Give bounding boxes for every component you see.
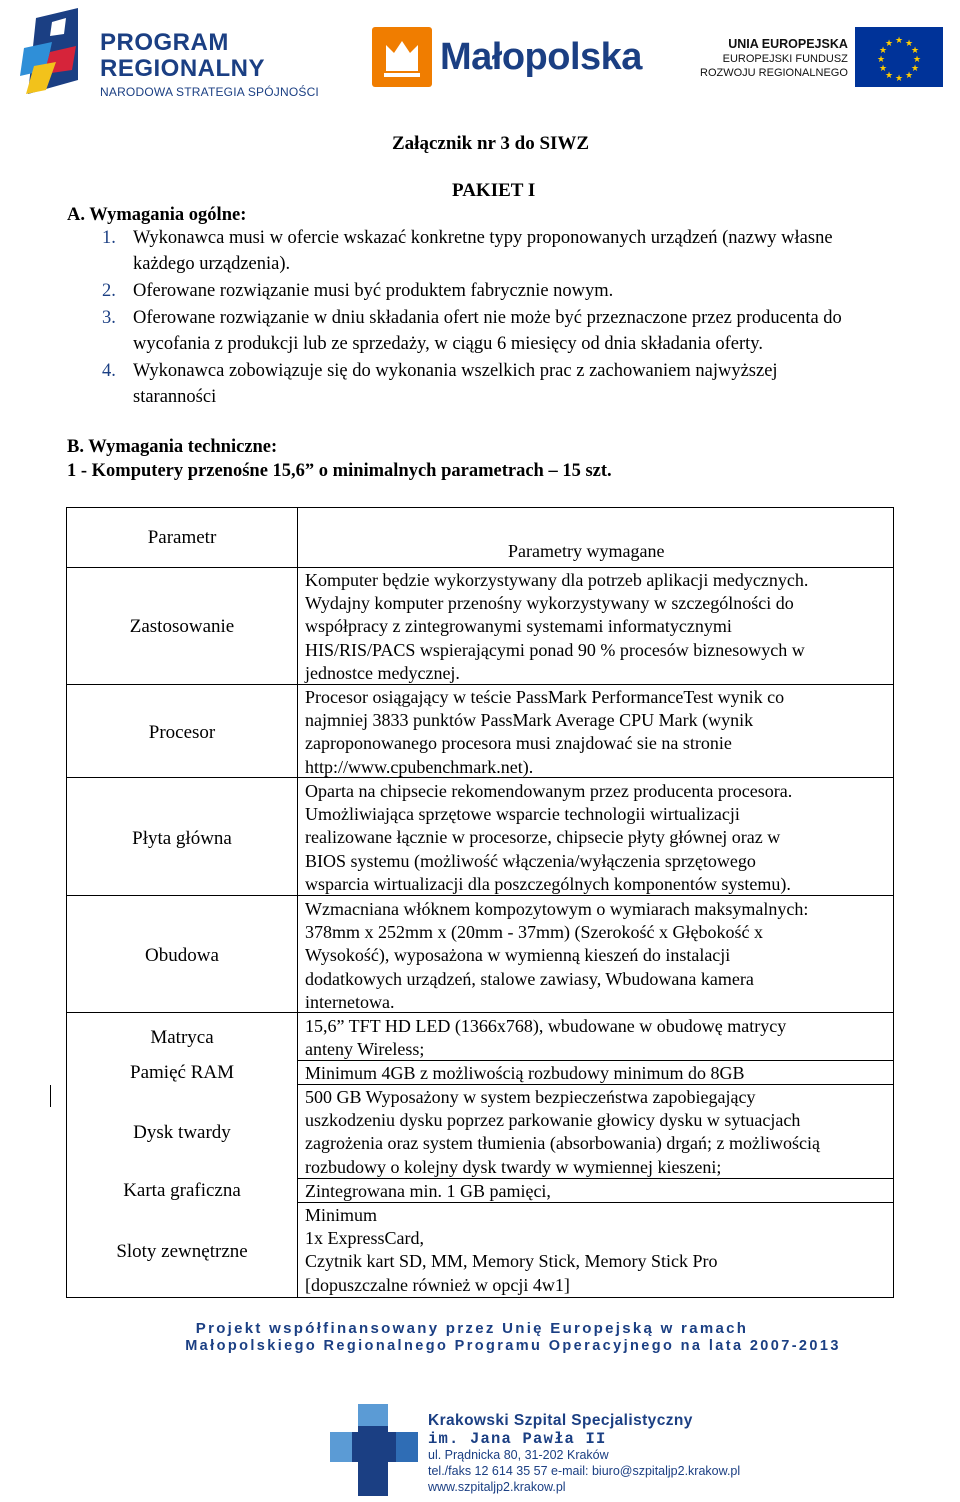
program-line1: PROGRAM (100, 29, 229, 56)
program-line2: REGIONALNY (100, 55, 266, 82)
value-line: wsparcia wirtualizacji dla poszczególnych komponentów systemu). (305, 873, 791, 894)
value-line: zaproponowanego procesora musi znajdować sie na stronie (305, 733, 732, 754)
value-line: BIOS systemu (możliwość włączenia/wyłączenia sprzętowego (305, 850, 756, 871)
malopolska-logo-icon (372, 27, 432, 87)
param-sloty-zewnetrzne: Sloty zewnętrzne (116, 1241, 248, 1262)
svg-text:★: ★ (884, 39, 894, 49)
value-line: zagrożenia oraz system tłumienia (absorbowania) drgań; z możliwością (305, 1133, 820, 1154)
hospital-name-line1: Krakowski Szpital Specjalistyczny (428, 1412, 693, 1429)
list-item-line: Oferowane rozwiązanie musi być produktem fabrycznie nowym. (133, 281, 614, 301)
eu-line2: EUROPEJSKI FUNDUSZ (722, 53, 848, 65)
value-line: Minimum (305, 1205, 378, 1225)
hospital-website[interactable]: www.szpitaljp2.krakow.pl (428, 1480, 566, 1494)
list-item-line: wycofania z produkcji lub ze sprzedaży, w ciągu 6 miesięcy od dnia składania oferty. (133, 334, 763, 354)
svg-text:★: ★ (878, 64, 888, 74)
section-b-heading: B. Wymagania techniczne: (67, 437, 278, 457)
header-logos (0, 0, 960, 115)
param-matryca: Matryca (150, 1027, 214, 1048)
value-line: Wydajny komputer przenośny wykorzystywany w szczególności do (305, 593, 794, 614)
section-a-heading: A. Wymagania ogólne: (67, 205, 247, 225)
table-header-param: Parametr (147, 527, 217, 548)
list-item-line: Wykonawca zobowiązuje się do wykonania wszelkich prac z zachowaniem najwyższej (133, 361, 778, 381)
list-item-number: 1. (102, 228, 116, 248)
value-line: 378mm x 252mm x (20mm - 37mm) (Szerokość x Głębokość x (305, 922, 763, 943)
value-pamiec-ram (305, 1062, 744, 1085)
margin-change-bar (50, 1085, 51, 1107)
value-line: uszkodzeniu dysku poprzez parkowanie głowicy dysku w sytuacjach (305, 1110, 801, 1131)
hospital-name-line2: im. Jana Pawła II (428, 1430, 607, 1448)
table-header-required: Parametry wymagane (508, 541, 665, 561)
value-line: realizowane łącznie w procesorze, chipsecie płyty głównej oraz w (305, 827, 781, 848)
param-dysk-twardy: Dysk twardy (133, 1122, 231, 1143)
eu-flag-icon (855, 27, 943, 87)
list-item-line: Wykonawca musi w ofercie wskazać konkretne typy proponowanych urządzeń (nazwy własne (133, 228, 833, 248)
hospital-contact[interactable]: tel./faks 12 614 35 57 e-mail: biuro@szpitaljp2.krakow.pl (428, 1464, 741, 1478)
table-row-divider (66, 567, 894, 568)
program-regionalny-logo-icon (16, 8, 96, 108)
param-procesor: Procesor (148, 722, 216, 743)
value-line: Procesor osiągający w teście PassMark PerformanceTest wynik co (305, 687, 785, 707)
value-line: Zintegrowana min. 1 GB pamięci, (305, 1181, 551, 1201)
document-title: Załącznik nr 3 do SIWZ (392, 133, 590, 154)
list-item-line: każdego urządzenia). (133, 254, 291, 274)
value-line: anteny Wireless; (305, 1039, 425, 1060)
table-column-divider (297, 507, 298, 1298)
param-zastosowanie: Zastosowanie (129, 616, 235, 637)
value-line: Komputer będzie wykorzystywany dla potrzeb aplikacji medycznych. (305, 570, 809, 590)
footer-line1: Projekt współfinansowany przez Unię Europejską w ramach (195, 1320, 749, 1337)
svg-text:★: ★ (876, 55, 886, 65)
package-title: PAKIET I (452, 180, 536, 201)
footer-line2: Małopolskiego Regionalnego Programu Operacyjnego na lata 2007-2013 (185, 1338, 841, 1354)
value-line: Wzmacniana włóknem kompozytowym o wymiarach maksymalnych: (305, 899, 809, 919)
list-item-line: staranności (133, 387, 217, 407)
value-line: Czytnik kart SD, MM, Memory Stick, Memory Stick Pro (305, 1251, 718, 1272)
svg-text:★: ★ (912, 55, 922, 65)
param-plyta-glowna: Płyta główna (132, 828, 232, 849)
value-karta-graficzna (305, 1180, 551, 1203)
value-line: HIS/RIS/PACS wspierającymi ponad 90 % procesów biznesowych w (305, 639, 805, 660)
hospital-cross-icon (330, 1402, 420, 1500)
value-line: [dopuszczalne również w opcji 4w1] (305, 1274, 570, 1295)
svg-text:★: ★ (910, 46, 920, 56)
value-plyta-glowna (305, 780, 792, 896)
program-line3: NARODOWA STRATEGIA SPÓJNOŚCI (100, 85, 319, 99)
value-line: http://www.cpubenchmark.net). (305, 756, 534, 777)
value-line: Wysokość), wyposażona w wymienną kieszeń do instalacji (305, 945, 731, 966)
eu-line3: ROZWOJU REGIONALNEGO (700, 67, 848, 79)
list-item-line: Oferowane rozwiązanie w dniu składania ofert nie może być przeznaczone przez producenta do (133, 308, 842, 328)
section-b-subtitle: 1 - Komputery przenośne 15,6” o minimalnych parametrach – 15 szt. (67, 461, 612, 481)
value-line: rozbudowy o kolejny dysk twardy w wymiennej kieszeni; (305, 1156, 722, 1177)
param-karta-graficzna: Karta graficzna (123, 1180, 241, 1201)
value-zastosowanie (305, 569, 808, 685)
malopolska-logo: Małopolska (440, 36, 642, 78)
svg-text:★: ★ (894, 36, 904, 46)
svg-text:★: ★ (878, 46, 888, 56)
value-line: najmniej 3833 punktów PassMark Average CPU Mark (wynik (305, 710, 754, 731)
param-pamiec-ram: Pamięć RAM (130, 1062, 234, 1083)
value-dysk-twardy (305, 1086, 820, 1179)
svg-text:★: ★ (904, 39, 914, 49)
value-procesor (305, 686, 784, 779)
value-sloty-zewnetrzne (305, 1204, 718, 1297)
list-item-number: 4. (102, 361, 116, 381)
eu-line1: UNIA EUROPEJSKA (728, 37, 848, 51)
svg-text:★: ★ (904, 71, 914, 81)
value-line: 15,6” TFT HD LED (1366x768), wbudowane w obudowę matrycy (305, 1016, 787, 1036)
value-line: współpracy z zintegrowanymi systemami informatycznymi (305, 616, 732, 637)
value-matryca (305, 1015, 786, 1061)
hospital-address: ul. Prądnicka 80, 31-202 Kraków (428, 1448, 609, 1462)
value-line: dodatkowych urządzeń, stalowe zawiasy, Wbudowana kamera (305, 968, 754, 989)
value-obudowa (305, 898, 808, 1014)
value-line: jednostce medycznej. (305, 662, 460, 683)
eu-logo-text (700, 37, 848, 80)
list-item-number: 3. (102, 308, 116, 328)
list-item-number: 2. (102, 281, 116, 301)
svg-text:★: ★ (894, 74, 904, 84)
value-line: Minimum 4GB z możliwością rozbudowy minimum do 8GB (305, 1063, 745, 1083)
value-line: internetowa. (305, 991, 395, 1012)
param-obudowa: Obudowa (145, 945, 219, 966)
value-line: Oparta na chipsecie rekomendowanym przez producenta procesora. (305, 781, 793, 801)
svg-text:★: ★ (884, 71, 894, 81)
svg-text:★: ★ (910, 64, 920, 74)
value-line: 500 GB Wyposażony w system bezpieczeństwa zapobiegający (305, 1087, 756, 1107)
value-line: Umożliwiająca sprzętowe wsparcie technologii wirtualizacji (305, 804, 740, 825)
program-regionalny-logo (100, 30, 319, 100)
value-line: 1x ExpressCard, (305, 1228, 424, 1249)
